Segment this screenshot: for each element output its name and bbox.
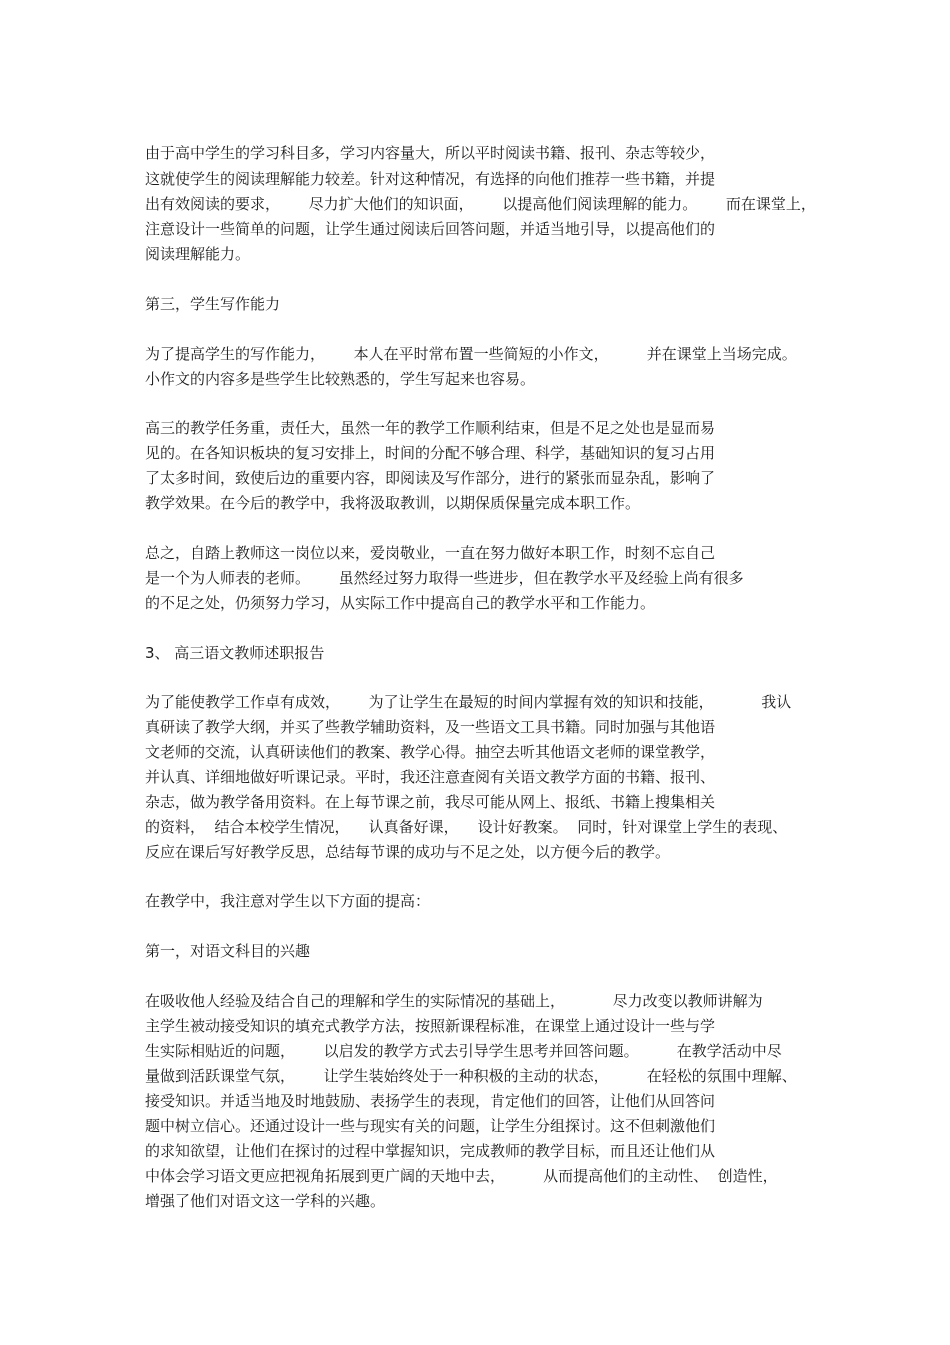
text-line: 文老师的交流，认真研读他们的教案、教学心得。抽空去听其他语文老师的课堂教学， [145,743,716,761]
section-heading: 3、 高三语文教师述职报告 [145,644,325,662]
section-heading: 第三，学生写作能力 [145,295,281,313]
text-line: 教学效果。在今后的教学中，我将汲取教训，以期保质保量完成本职工作。 [145,494,641,512]
text-line: 是一个为人师表的老师。 虽然经过努力取得一些进步，但在教学水平及经验上尚有很多 [145,569,744,587]
text-line: 杂志，做为教学备用资料。在上每节课之前，我尽可能从网上、报纸、书籍上搜集相关 [145,793,716,811]
text-line: 中体会学习语文更应把视角拓展到更广阔的天地中去， 从而提高他们的主动性、 创造性， [145,1167,778,1185]
text-line: 阅读理解能力。 [145,245,251,263]
text-line: 总之，自踏上教师这一岗位以来，爱岗敬业，一直在努力做好本职工作，时刻不忘自己 [145,544,716,562]
text-line: 高三的教学任务重，责任大，虽然一年的教学工作顺利结束，但是不足之处也是显而易 [145,419,716,437]
text-line: 出有效阅读的要求， 尽力扩大他们的知识面， 以提高他们阅读理解的能力。 而在课堂上， [145,195,816,213]
text-line: 增强了他们对语文这一学科的兴趣。 [145,1192,386,1210]
text-line: 为了提高学生的写作能力， 本人在平时常布置一些简短的小作文， 并在课堂上当场完成。 [145,345,797,363]
text-line: 这就使学生的阅读理解能力较差。针对这种情况，有选择的向他们推荐一些书籍，并提 [145,170,716,188]
text-line: 的资料， 结合本校学生情况， 认真备好课， 设计好教案。 同时，针对课堂上学生的表现、 [145,818,788,836]
text-line: 接受知识。并适当地及时地鼓励、表扬学生的表现，肯定他们的回答，让他们从回答问 [145,1092,716,1110]
text-line: 的不足之处，仍须努力学习，从实际工作中提高自己的教学水平和工作能力。 [145,594,656,612]
text-line: 注意设计一些简单的问题，让学生通过阅读后回答问题，并适当地引导，以提高他们的 [145,220,716,238]
text-line: 在吸收他人经验及结合自己的理解和学生的实际情况的基础上， 尽力改变以教师讲解为 [145,992,763,1010]
text-line: 为了能使教学工作卓有成效， 为了让学生在最短的时间内掌握有效的知识和技能， 我认 [145,693,792,711]
text-line: 并认真、详细地做好听课记录。平时，我还注意查阅有关语文教学方面的书籍、报刊、 [145,768,716,786]
text-line: 了太多时间，致使后边的重要内容，即阅读及写作部分，进行的紧张而显杂乱，影响了 [145,469,716,487]
text-line: 真研读了教学大纲，并买了些教学辅助资料，及一些语文工具书籍。同时加强与其他语 [145,718,716,736]
text-line: 量做到活跃课堂气氛， 让学生装始终处于一种积极的主动的状态， 在轻松的氛围中理解、 [145,1067,797,1085]
text-line: 由于高中学生的学习科目多，学习内容量大，所以平时阅读书籍、报刊、杂志等较少， [145,144,716,162]
text-line: 生实际相贴近的问题， 以启发的教学方式去引导学生思考并回答问题。 在教学活动中尽 [145,1042,782,1060]
text-line: 见的。在各知识板块的复习安排上，时间的分配不够合理、科学，基础知识的复习占用 [145,444,716,462]
section-heading: 第一，对语文科目的兴趣 [145,942,311,960]
text-line: 的求知欲望，让他们在探讨的过程中掌握知识，完成教师的教学目标，而且还让他们从 [145,1142,716,1160]
text-line: 在教学中，我注意对学生以下方面的提高： [145,892,431,910]
text-line: 小作文的内容多是些学生比较熟悉的，学生写起来也容易。 [145,370,536,388]
text-line: 反应在课后写好教学反思，总结每节课的成功与不足之处，以方便今后的教学。 [145,843,671,861]
text-line: 主学生被动接受知识的填充式教学方法，按照新课程标准，在课堂上通过设计一些与学 [145,1017,716,1035]
text-line: 题中树立信心。还通过设计一些与现实有关的问题，让学生分组探讨。这不但刺激他们 [145,1117,716,1135]
